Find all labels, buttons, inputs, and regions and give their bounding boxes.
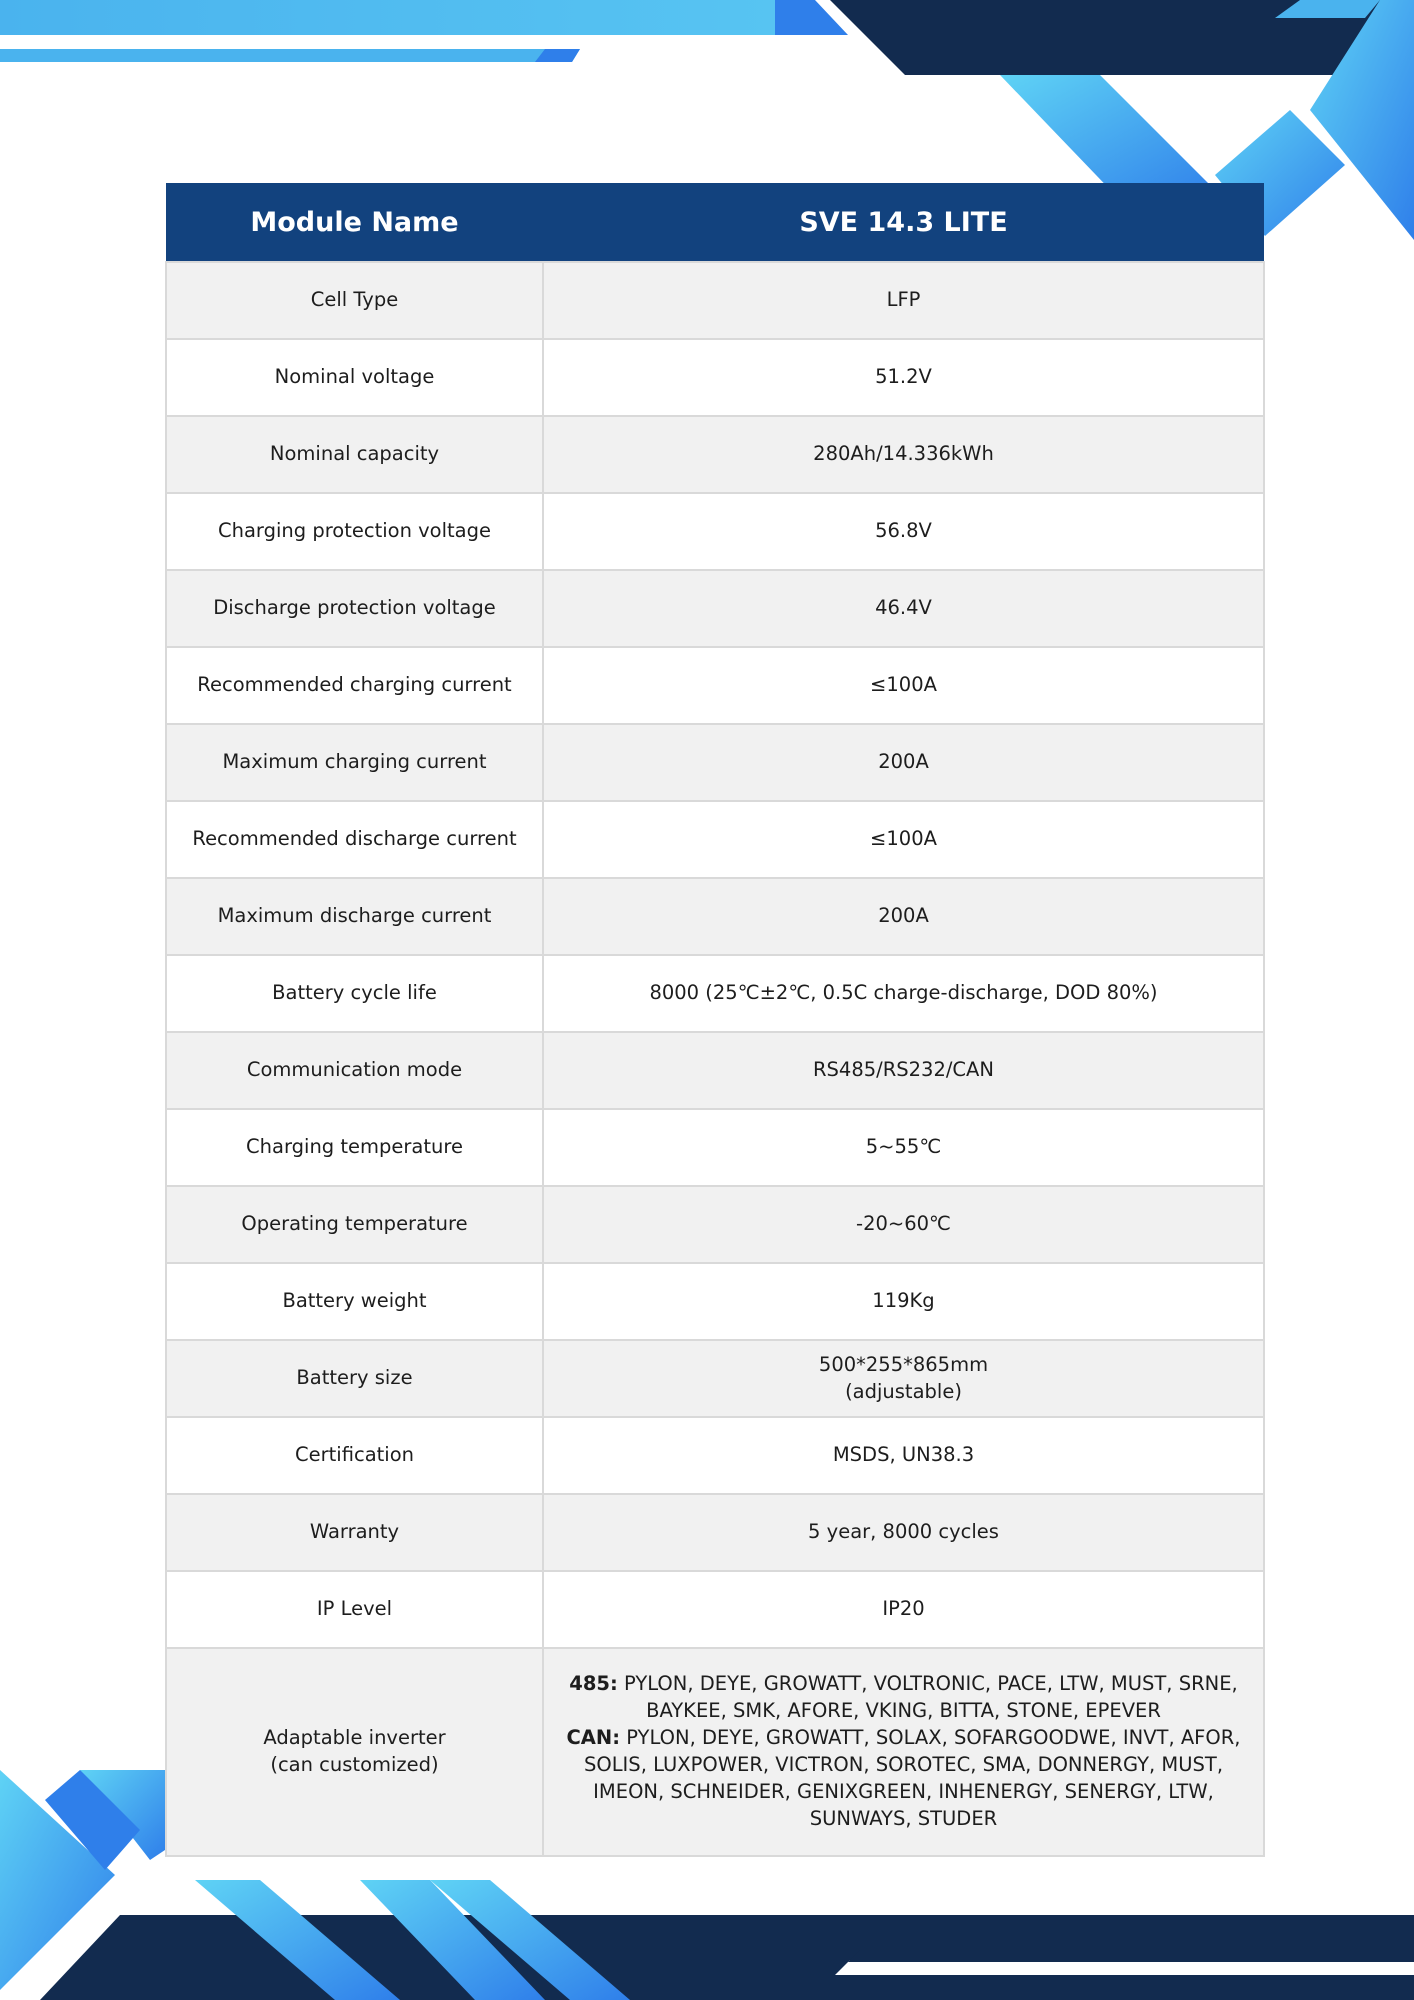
table-row [166,1263,1264,1340]
spec-value-line1: 500*255*865mm [818,1352,989,1376]
spec-value: -20~60℃ [543,1186,1264,1263]
table-row [166,1109,1264,1186]
table-row [166,647,1264,724]
spec-value: 200A [543,724,1264,801]
spec-label: Warranty [166,1494,543,1571]
table-row [166,262,1264,339]
can-key: CAN: [566,1726,621,1750]
rs485-brands: PYLON, DEYE, GROWATT, VOLTRONIC, PACE, LTW, MUST, SRNE, BAYKEE, SMK, AFORE, VKING, BITTA, STONE, EPEVER [623,1672,1238,1723]
spec-label: Certification [166,1417,543,1494]
bottom-right-strip [848,1950,1414,1962]
spec-label: Discharge protection voltage [166,570,543,647]
spec-value: 51.2V [543,339,1264,416]
spec-label: Recommended charging current [166,647,543,724]
inverter-label-line2: (can customized) [270,1753,439,1776]
table-row-inverter [166,1648,1264,1856]
rs485-line [552,1671,1255,1725]
table-row [166,1417,1264,1494]
spec-value: MSDS, UN38.3 [543,1417,1264,1494]
spec-label: Nominal capacity [166,416,543,493]
inverter-value [543,1648,1264,1856]
can-line [552,1725,1255,1833]
spec-value: 5 year, 8000 cycles [543,1494,1264,1571]
inverter-label [166,1648,543,1856]
spec-label: Battery cycle life [166,955,543,1032]
table-row [166,1571,1264,1648]
spec-label: Battery size [166,1340,543,1417]
spec-label: IP Level [166,1571,543,1648]
table-row [166,878,1264,955]
spec-value: 46.4V [543,570,1264,647]
spec-value: LFP [543,262,1264,339]
top-bar-thin [0,49,580,62]
spec-value: ≤100A [543,647,1264,724]
spec-label: Charging protection voltage [166,493,543,570]
can-brands: PYLON, DEYE, GROWATT, SOLAX, SOFARGOODWE, INVT, AFOR, SOLIS, LUXPOWER, VICTRON, SOROTEC, SMA, DONNERGY, MUST, IMEON, SCHNEIDER, GENIXGREEN, INHENERGY, SENERGY, LTW, SUNWAYS, STUDER [583,1726,1241,1830]
spec-label: Maximum discharge current [166,878,543,955]
spec-value: 5~55℃ [543,1109,1264,1186]
spec-value: 119Kg [543,1263,1264,1340]
spec-label: Operating temperature [166,1186,543,1263]
table-row [166,416,1264,493]
table-row [166,801,1264,878]
inverter-label-line1: Adaptable inverter [263,1726,446,1750]
spec-label: Maximum charging current [166,724,543,801]
spec-label: Charging temperature [166,1109,543,1186]
table-row [166,1032,1264,1109]
spec-value: 200A [543,878,1264,955]
spec-label: Battery weight [166,1263,543,1340]
table-row [166,1340,1264,1417]
spec-value: ≤100A [543,801,1264,878]
spec-value: 280Ah/14.336kWh [543,416,1264,493]
spec-value [543,1340,1264,1417]
spec-label: Communication mode [166,1032,543,1109]
table-row [166,724,1264,801]
table-row [166,955,1264,1032]
table-row [166,493,1264,570]
table-row [166,339,1264,416]
table-row [166,1186,1264,1263]
top-right-diagonal-1 [1000,75,1225,200]
spec-body [166,262,1264,1856]
top-bar-long [0,0,780,35]
table-row [166,570,1264,647]
spec-value: 8000 (25℃±2℃, 0.5C charge-discharge, DOD 80%) [543,955,1264,1032]
spec-value-line2: (adjustable) [845,1379,962,1403]
header-module-name: Module Name [166,183,543,262]
spec-table [165,183,1265,1857]
spec-label: Nominal voltage [166,339,543,416]
spec-label: Cell Type [166,262,543,339]
rs485-key: 485: [569,1672,618,1696]
spec-value: IP20 [543,1571,1264,1648]
header-model: SVE 14.3 LITE [543,183,1264,262]
spec-value: RS485/RS232/CAN [543,1032,1264,1109]
bottom-right-white-band [835,1960,1414,1975]
table-row [166,1494,1264,1571]
table-header-row [166,183,1264,262]
spec-label: Recommended discharge current [166,801,543,878]
spec-value: 56.8V [543,493,1264,570]
